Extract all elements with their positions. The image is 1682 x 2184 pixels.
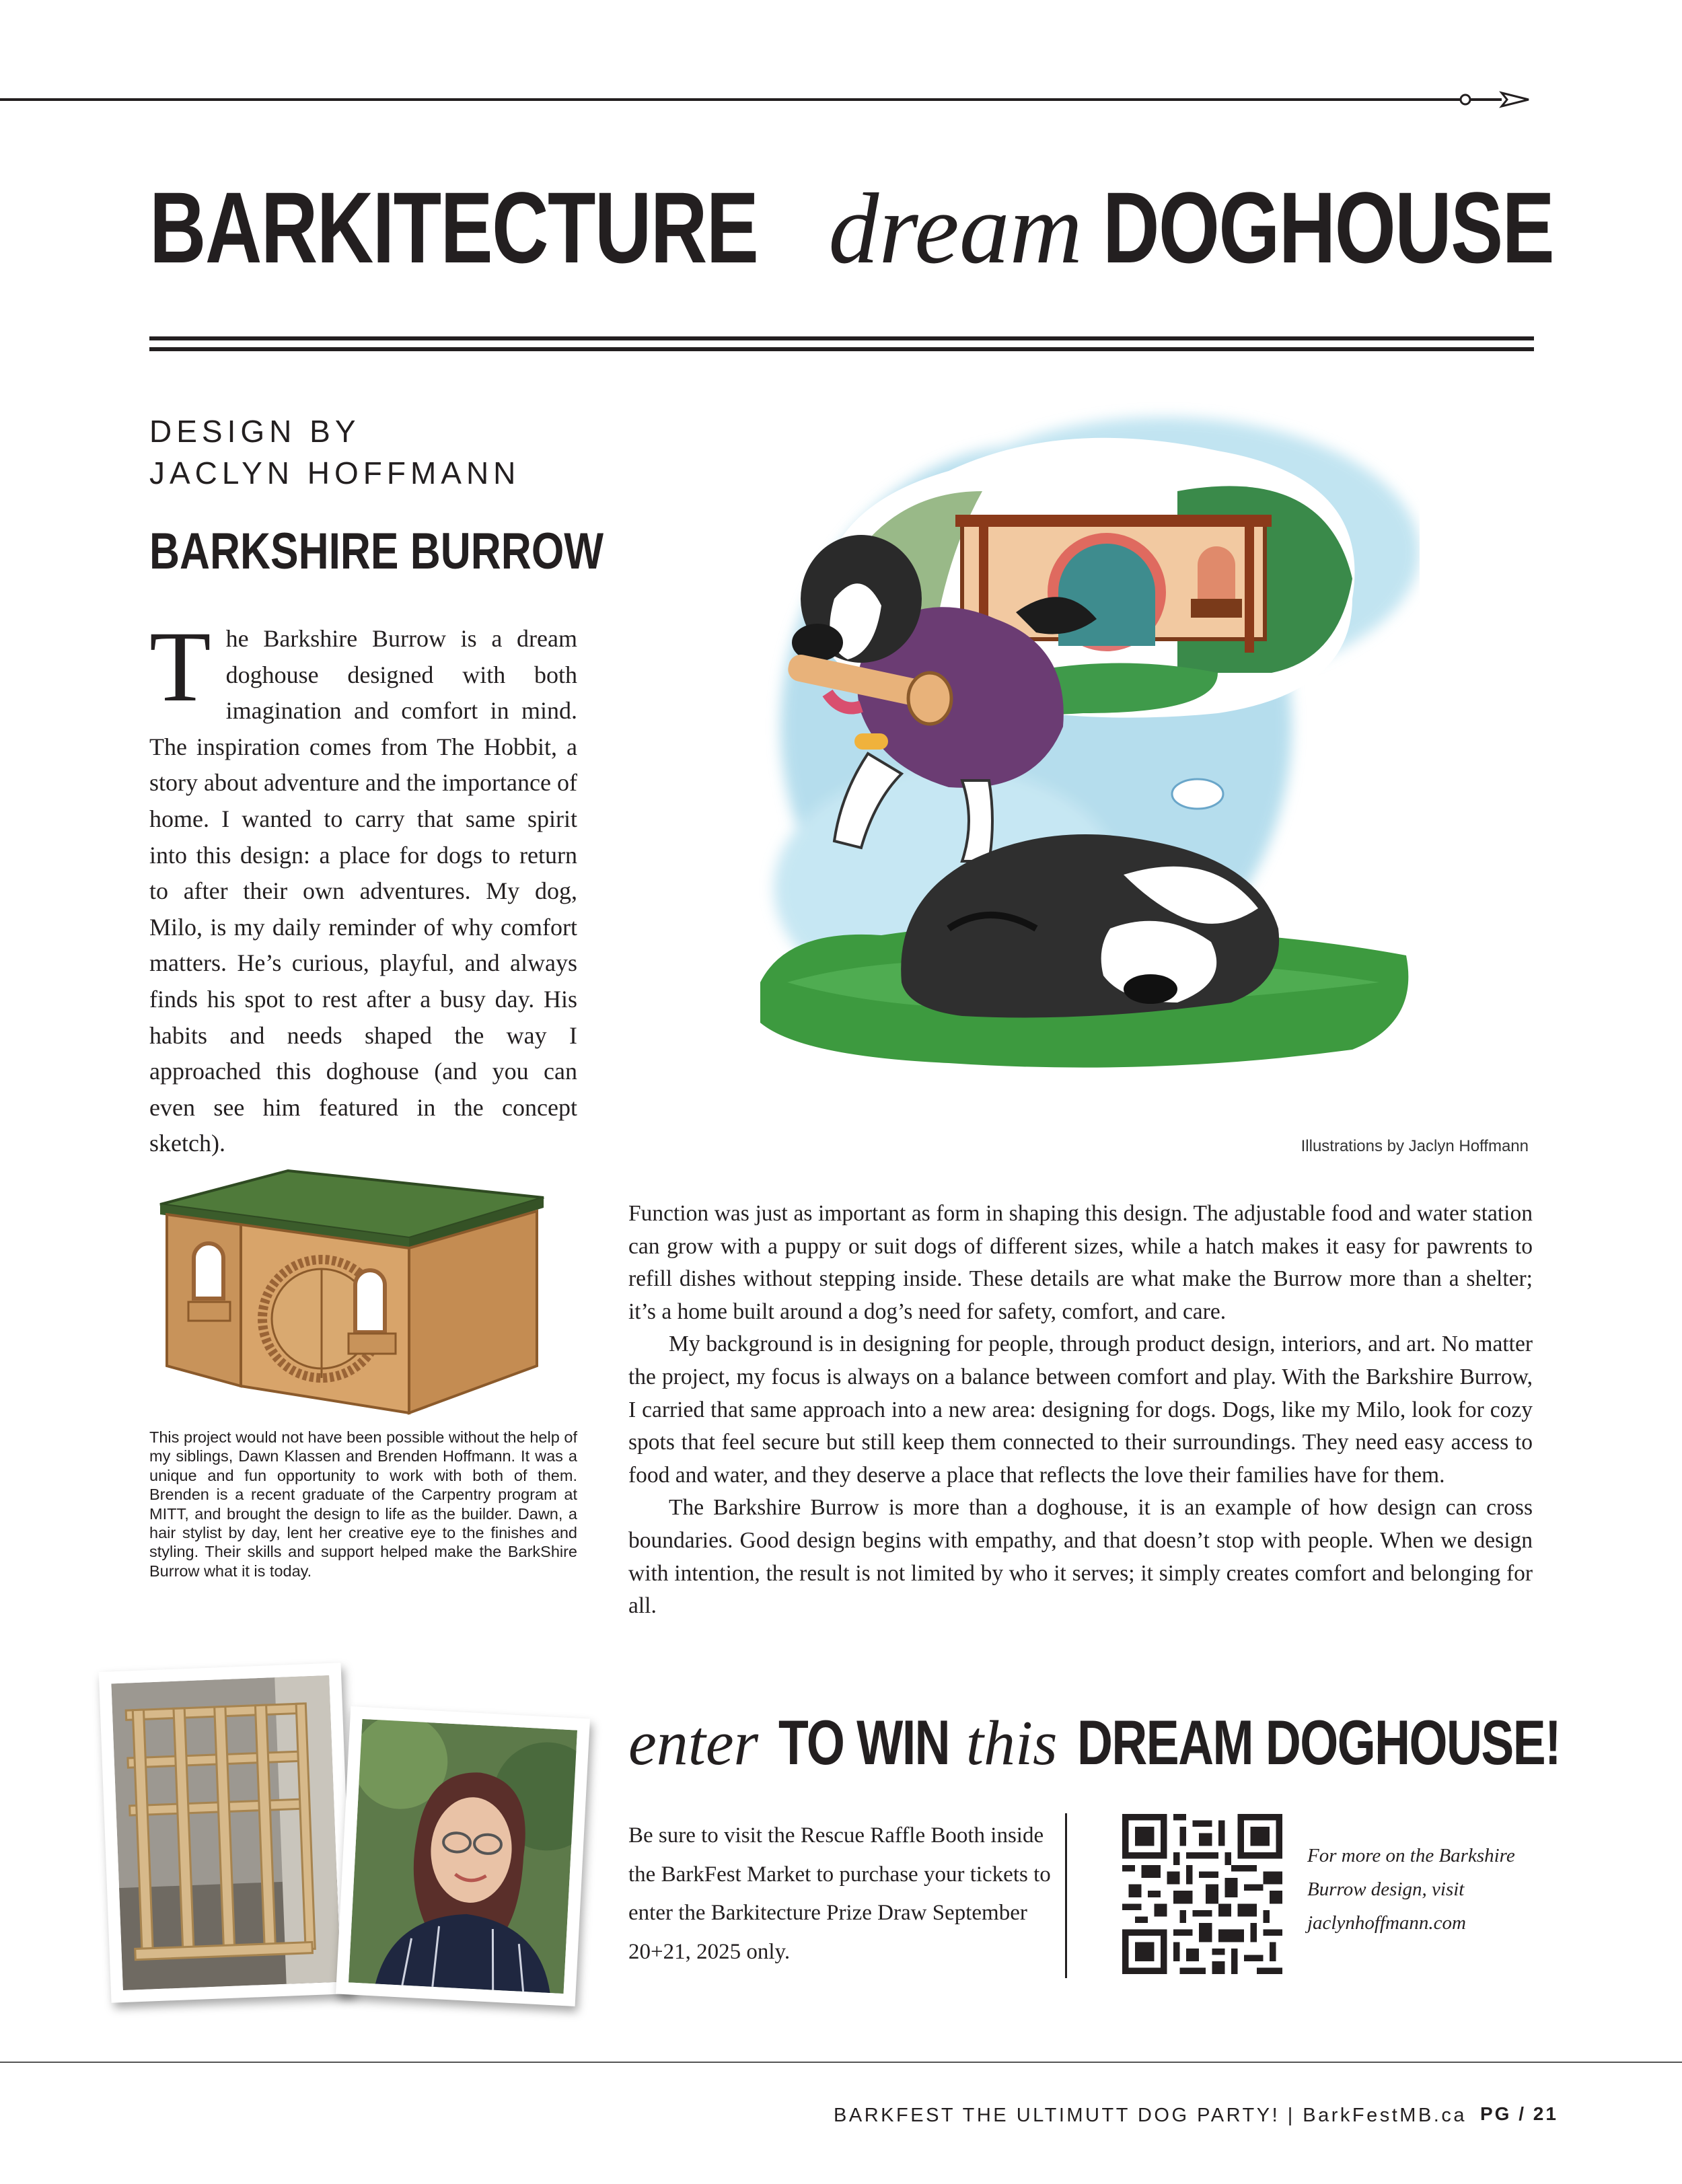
page-number: PG / 21 — [1480, 2103, 1558, 2124]
doghouse-model-render — [153, 1164, 584, 1420]
raffle-instructions: Be sure to visit the Rescue Raffle Booth inside the BarkFest Market to purchase your tickets to enter the Barkitecture Prize Draw September 20+21, 2025 only. — [628, 1823, 1051, 1964]
win-bold-dream-doghouse: DREAM DOGHOUSE! — [1077, 1707, 1561, 1778]
build-frame-photo — [99, 1663, 354, 2002]
qr-code-icon[interactable] — [1122, 1814, 1282, 1974]
more-info-text: For more on the Barkshire Burrow design, visit jaclynhoffmann.com — [1307, 1845, 1515, 1934]
headline — [149, 160, 1554, 295]
illustration-credit: Illustrations by Jaclyn Hoffmann — [1301, 1137, 1529, 1155]
designer-credit — [149, 410, 620, 494]
acknowledgment-text: This project would not have been possible without the help of my siblings, Dawn Klassen and Brenden Hoffmann. It was a unique and fun opportunity to work with both of them. Brenden is a recent graduate of the Carpentry program at MITT, and brought the design to life as the builder. Dawn, a hair stylist by day, lent her creative eye to the finishes and styling. Their skills and support helped make the BarkShire Burrow what it is today. — [149, 1428, 577, 1580]
concept-illustration — [747, 377, 1420, 1090]
enter-to-win-heading — [628, 1702, 1561, 1783]
footer-rule — [0, 2062, 1682, 2063]
project-title-text: BARKSHIRE BURROW — [149, 523, 604, 580]
headline-script-word: dream — [828, 173, 1083, 285]
body-paragraph-2: My background is in designing for people, through product design, interiors, and art. No matter the project, my focus is always on a balance between comfort and play. With the Barkshire Burrow, I carried that same approach into a new area: designing for dogs. Dogs, like my Milo, look for cozy spots that feel secure but still keep them connected to their surroundings. They need easy access to food and water, and they deserve a place that reflects the love their families have for them. — [628, 1332, 1533, 1488]
body-paragraph-3: The Barkshire Burrow is more than a doghouse, it is an example of how design can cross boundaries. Good design begins with empathy, and that doesn’t stop with people. When we design with intention, the result is not limited by who it serves; it simply creates comfort and belonging for all. — [628, 1495, 1533, 1619]
headline-part1: BARKITECTURE — [149, 171, 758, 284]
raffle-divider — [1065, 1813, 1067, 1978]
project-title — [149, 521, 688, 582]
headline-part2: DOGHOUSE — [1103, 171, 1554, 284]
designer-portrait-photo — [336, 1706, 590, 2006]
top-arrow-rule — [0, 86, 1541, 126]
designer-name: JACLYN HOFFMANN — [149, 456, 521, 490]
footer-tagline: BARKFEST THE ULTIMUTT DOG PARTY! | BarkFestMB.ca — [834, 2105, 1467, 2126]
headline-rule-top — [149, 336, 1534, 340]
arrow-ornament-icon — [1461, 93, 1529, 106]
intro-paragraph — [149, 611, 577, 1162]
designer-label: DESIGN BY — [149, 414, 361, 449]
body-paragraph-1: Function was just as important as form in shaping this design. The adjustable food and water station can grow with a puppy or suit dogs of different sizes, while a hatch makes it easy for pawrents to refill dishes without stepping inside. These details are what make the Burrow more than a shelter; it’s a home built around a dog’s need for safety, comfort, and care. — [628, 1201, 1533, 1324]
intro-text: he Barkshire Burrow is a dream doghouse designed with both imagination and comfort in mind. The inspiration comes from The Hobbit, a story about adventure and the importance of home. I wanted to carry that same spirit into this design: a place for dogs to return to after their own adventures. My dog, Milo, is my daily reminder of why comfort matters. He’s curious, playful, and always finds his spot to rest after a busy day. His habits and needs shaped the way I approached this doghouse (and you can even see him featured in the concept sketch). — [149, 625, 577, 1157]
win-bold-to-win: TO WIN — [778, 1707, 949, 1778]
win-script-enter: enter — [628, 1708, 759, 1778]
headline-rule-bottom — [149, 347, 1534, 351]
win-script-this: this — [965, 1708, 1058, 1778]
article-body — [628, 1198, 1533, 1623]
drop-cap: T — [149, 611, 211, 723]
